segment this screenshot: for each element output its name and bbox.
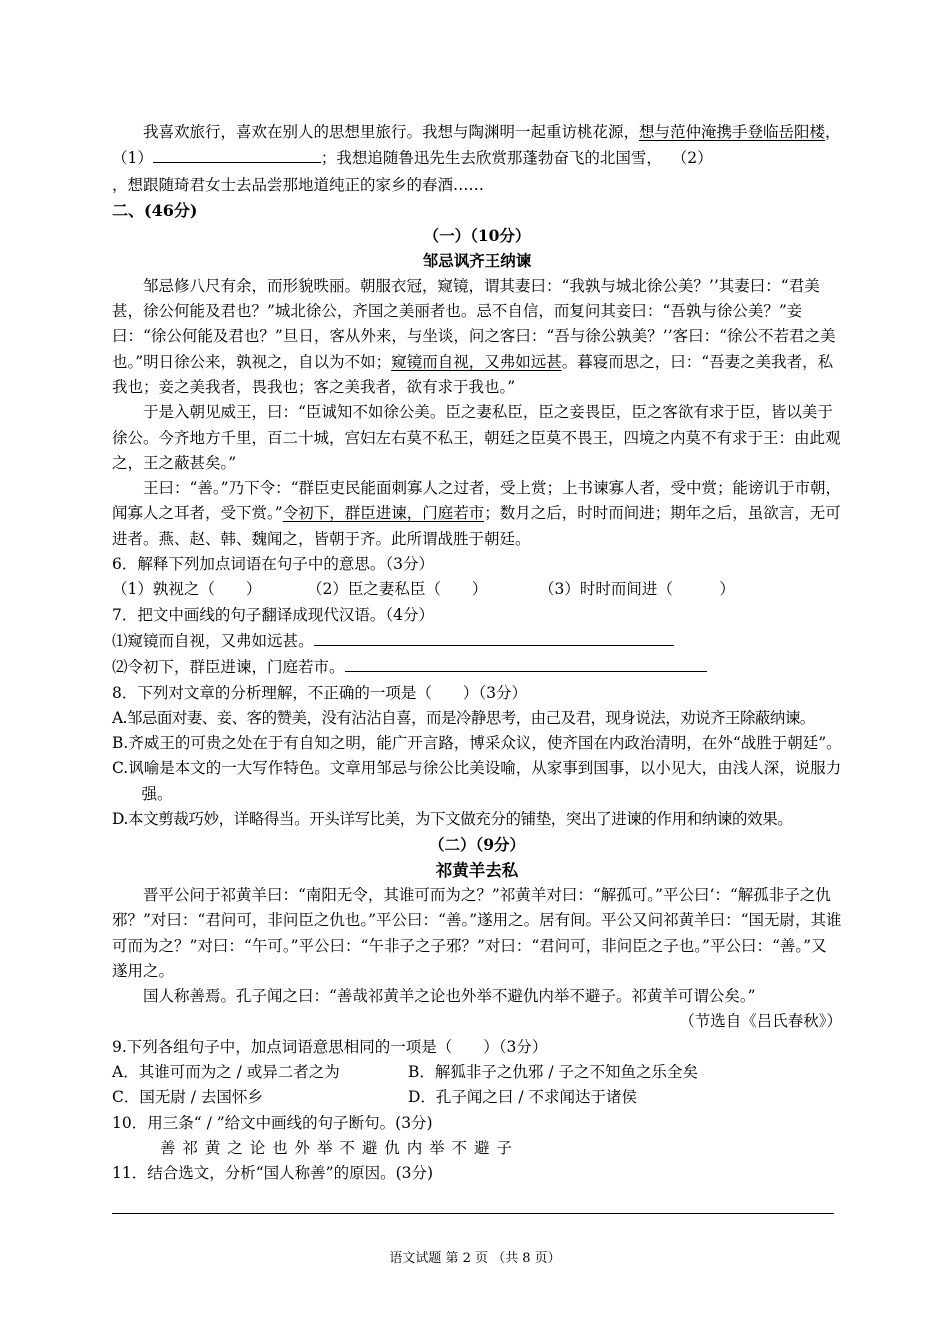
q9-option-b: B．解狐非子之仇邪 / 子之不知鱼之乐全矣 — [408, 1062, 698, 1081]
q9-options-row-2 — [112, 1085, 842, 1110]
part1-title: 邹忌讽齐王纳谏 — [422, 251, 532, 271]
q6-item-1: （1）孰视之（ ） — [112, 580, 262, 599]
passage1-paragraph-2: 于是入朝见威王，曰：“臣诚知不如徐公美。臣之妻私臣，臣之妾畏臣，臣之客欲有求于臣，皆以美于徐公。今齐地方千里，百二十城，宫妇左右莫不私王，朝廷之臣莫不畏王，四境之内莫不有求于王：由此观之，王之蔽甚矣。” — [112, 403, 841, 472]
passage-text: 邹忌修八尺有余，而形貌昳丽。朝服衣冠，窥镜，谓其妻曰：“我孰与城北徐公美？’’其妻曰：“君美甚，徐公何能及君也？”城北徐公，齐国之美丽者也。忌不自信，而复问其妾曰：“吾孰与徐公美？”妾曰：“徐公何能及君也？”旦日，客从外来，与坐谈，问之客曰：“吾与徐公孰美？’’客曰：“徐公不若君之美也。”明日徐公来，孰视之，自以为不如； — [112, 276, 836, 371]
intro-blank-2-label: （2） — [671, 149, 713, 168]
q9-option-c: C．国无尉 / 去国怀乡 — [112, 1088, 263, 1107]
intro-text-2: ；我想追随鲁迅先生去欣赏那蓬勃奋飞的北国雪， — [320, 149, 662, 168]
underlined-sentence-1: 窥镜而自视，又弗如远甚 — [391, 352, 562, 371]
fill-blank-1[interactable] — [153, 145, 321, 163]
intro-text: 我喜欢旅行，喜欢在别人的思想里旅行。我想与陶渊明一起重访桃花源， — [143, 123, 640, 141]
underlined-sentence-2: 令初下，群臣进谏，门庭若市 — [282, 504, 485, 523]
intro-paragraph — [112, 120, 842, 198]
question-7a — [112, 628, 842, 654]
answer-line-7a[interactable] — [314, 628, 674, 646]
answer-line-11[interactable] — [112, 1213, 834, 1214]
passage2-paragraph-1: 晋平公问于祁黄羊曰：“南阳无令，其谁可而为之？”祁黄羊对曰：“解孤可。”平公曰‘：“解孤非子之仇邪？”对曰：“君问可，非问臣之仇也。”平公曰：“善。”遂用之。居有间。平公又问祁黄羊曰：“国无尉，其谁可而为之？”对曰：“午可。”平公曰：“午非子之子邪？”对曰：“君问可，非问臣之子也。”平公曰：“善。”又遂用之。 — [112, 885, 842, 980]
q8-option-a: A.邹忌面对妻、妾、客的赞美，没有沾沾自喜，而是冷静思考，由己及君，现身说法，劝说齐王除蔽纳谏。 — [112, 708, 815, 727]
passage-text: 王曰：“善。”乃下令：“群臣吏民能面刺寡人之过者，受上赏；上书谏寡人者，受中赏；能谤讥于市朝，闻寡人之耳者，受下赏。” — [112, 479, 842, 523]
q7-item-1: ⑴窥镜而自视，又弗如远甚。 — [112, 631, 314, 650]
passage2-source: （节选自《吕氏春秋》） — [679, 1012, 842, 1031]
q9-option-d: D．孔子闻之曰 / 不求闻达于诸侯 — [408, 1088, 638, 1107]
exam-page — [112, 120, 842, 1186]
part2-heading: （二）（9分） — [428, 835, 526, 855]
q10-sentence[interactable]: 善 祁 黄 之 论 也 外 举 不 避 仇 内 举 不 避 子 — [160, 1138, 513, 1157]
passage-text: 。暮寝而思之，曰：“吾妻之美我者，私我也；妾之美我者，畏我也；客之美我者，欲有求于我也。” — [112, 352, 834, 396]
intro-text-3: ，想跟随琦君女士去品尝那地道纯正的家乡的春酒…… — [112, 175, 485, 194]
intro-underlined: 想与范仲淹携手登临岳阳楼 — [639, 123, 826, 141]
question-10-stem: 10．用三条“ / ”给文中画线的句子断句。(3分) — [112, 1113, 433, 1132]
passage-text: ；数月之后，时时而间进；期年之后，虽欲言，无可进者。燕、赵、韩、魏闻之，皆朝于齐。此所谓战胜于朝廷。 — [112, 504, 841, 548]
passage1-paragraph-3 — [112, 476, 842, 552]
q9-options-row-1 — [112, 1060, 842, 1085]
part2-title: 祁黄羊去私 — [435, 860, 519, 880]
passage2-paragraph-2: 国人称善焉。孔子闻之曰：“善哉祁黄羊之论也外举不避仇内举不避子。祁黄羊可谓公矣。” — [143, 987, 756, 1006]
q6-item-3: （3）时时而间进（ ） — [539, 580, 735, 599]
question-8-stem: 8．下列对文章的分析理解，不正确的一项是（ ）（3分） — [112, 683, 527, 702]
q6-item-2: （2）臣之妻私臣（ ） — [307, 580, 488, 599]
question-7-stem: 7．把文中画线的句子翻译成现代汉语。（4分） — [112, 605, 434, 624]
q8-option-c: C.讽喻是本文的一大写作特色。文章用邹忌与徐公比美设喻，从家事到国事，以小见大，由浅人深，说服力强。 — [112, 759, 842, 803]
section-heading: 二、(46分) — [112, 200, 198, 220]
q8-option-d: D.本文剪裁巧妙，详略得当。开头详写比美，为下文做充分的铺垫，突出了进谏的作用和纳谏的效果。 — [112, 810, 793, 829]
question-11-stem: 11．结合选文，分析“国人称善”的原因。(3分) — [112, 1164, 434, 1183]
page-footer: 语文试题 第 2 页 （共 8 页） — [389, 1251, 561, 1266]
passage1-paragraph-1 — [112, 274, 842, 400]
question-6-items — [112, 577, 842, 602]
question-9-stem: 9.下列各组句子中，加点词语意思相同的一项是（ ）（3分） — [112, 1037, 548, 1056]
part1-heading: （一）（10分） — [423, 226, 531, 246]
answer-line-7b[interactable] — [345, 654, 707, 672]
question-6-stem: 6．解释下列加点词语在句子中的意思。（3分） — [112, 555, 434, 574]
q9-option-a: A．其谁可而为之 / 或异二者之为 — [112, 1062, 340, 1081]
q8-option-b: B.齐威王的可贵之处在于有自知之明，能广开言路，博采众议，使齐国在内政治清明，在外“战胜于朝廷”。 — [112, 734, 842, 753]
question-7b — [112, 654, 842, 680]
intro-blank-1-label: ，（1） — [112, 123, 841, 168]
q7-item-2: ⑵令初下，群臣进谏，门庭若市。 — [112, 658, 345, 677]
